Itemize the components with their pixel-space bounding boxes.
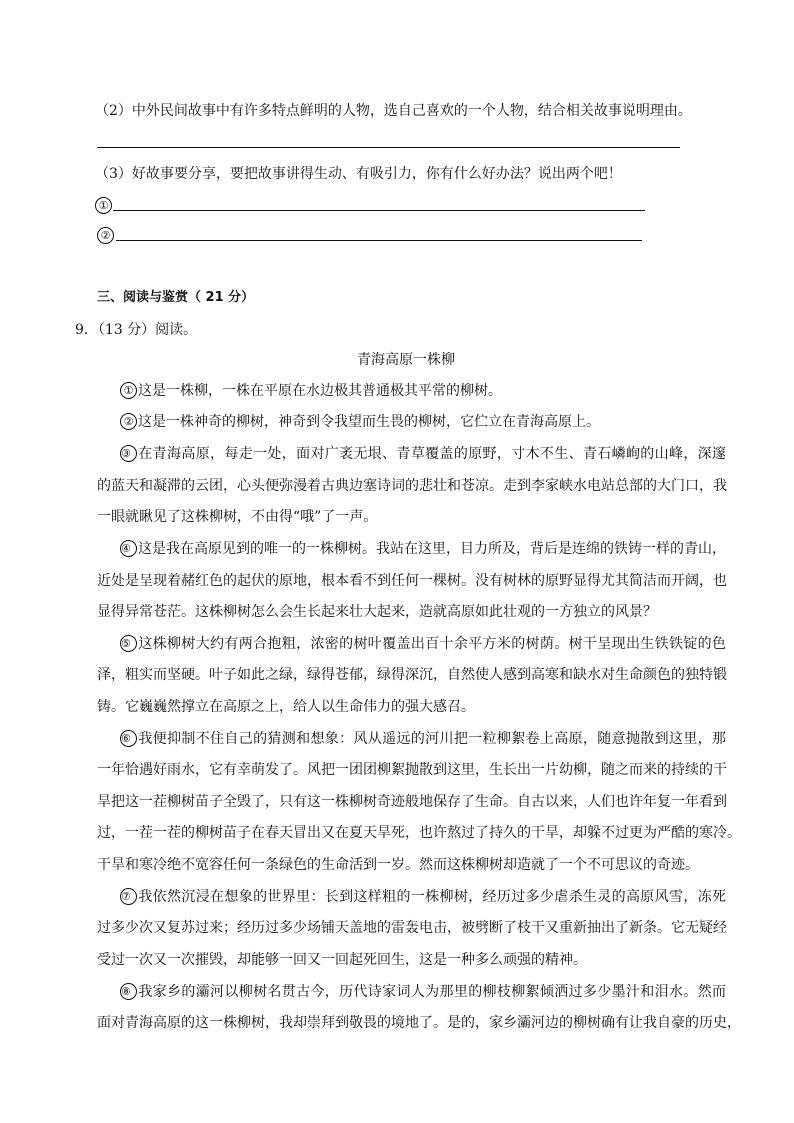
answer-line-q3-2[interactable] — [116, 240, 642, 241]
paragraph-6-line-2: 一年恰遇好雨水，它有幸萌发了。风把一团团柳絮抛散到这里，生长出一片幼柳，随之而来的持续的干 — [97, 762, 727, 778]
paragraph-number: ④ — [120, 540, 137, 557]
paragraph-5-line-1: ⑤ 这株柳树大约有两合抱粗，浓密的树叶覆盖出百十余平方米的树荫。树干呈现出生铁铁锭的色 — [121, 636, 726, 652]
paragraph-4-line-1: ④ 这是我在高原见到的唯一的一株柳树。我站在这里，目力所及，背后是连绵的铁铸一样的青山， — [121, 541, 726, 557]
paragraph-number: ① — [120, 382, 137, 399]
paragraph-3-line-1: ③ 在青海高原，每走一处，面对广袤无垠、青草覆盖的原野，寸木不生、青石嶙峋的山峰，深邃 — [121, 446, 726, 462]
paragraph-number: ⑤ — [120, 635, 137, 652]
paragraph-5-line-2: 泽，粗实而坚硬。叶子如此之绿，绿得苍郁，绿得深沉，自然使人感到高寒和缺水对生命颜色的独特锻 — [97, 667, 727, 683]
article-title: 青海高原一株柳 — [357, 352, 455, 368]
question-3-text: （3）好故事要分享，要把故事讲得生动、有吸引力，你有什么好办法？说出两个吧！ — [95, 166, 622, 182]
paragraph-4-line-3: 显得异常苍茫。这株柳树怎么会生长起来壮大起来，造就高原如此壮观的一方独立的风景？ — [97, 604, 657, 620]
answer-line-q3-1[interactable] — [113, 210, 645, 211]
paragraph-2: ② 这是一株神奇的柳树，神奇到令我望而生畏的柳树，它伫立在青海高原上。 — [120, 412, 600, 432]
question-2-text: （2）中外民间故事中有许多特点鲜明的人物，选自己喜欢的一个人物，结合相关故事说明理由。 — [95, 103, 692, 119]
section-heading: 三、阅读与鉴赏（ 21 分） — [97, 290, 255, 305]
question-9-label: 9．（13 分）阅读。 — [75, 322, 198, 338]
paragraph-7-line-1: ⑦ 我依然沉浸在想象的世界里：长到这样粗的一株柳树，经历过多少虐杀生灵的高原风雪，冻死 — [121, 889, 726, 905]
paragraph-8-line-1: ⑧ 我家乡的灞河以柳树名贯古今，历代诗家词人为那里的柳枝柳絮倾洒过多少墨汁和泪水。然而 — [121, 984, 726, 1000]
paragraph-1: ① 这是一株柳，一株在平原在水边极其普通极其平常的柳树。 — [120, 381, 502, 401]
circled-number-1: ① — [95, 197, 112, 214]
paragraph-4-line-2: 近处是呈现着赭红色的起伏的原地，根本看不到任何一棵树。没有树林的原野显得尤其简洁而开阔，也 — [97, 573, 727, 589]
paragraph-7-line-2: 过多少次又复苏过来；经历过多少场铺天盖地的雷轰电击，被劈断了枝干又重新抽出了新条。它无疑经 — [97, 920, 727, 936]
paragraph-number: ③ — [120, 445, 137, 462]
paragraph-6-line-4: 过，一茬一茬的柳树苗子在春天冒出又在夏天旱死，也许熬过了持久的干旱，却躲不过更为严酷的寒冷。 — [97, 825, 741, 841]
paragraph-number: ② — [120, 413, 137, 430]
paragraph-6-line-1: ⑥ 我便抑制不住自己的猜测和想象：风从遥远的河川把一粒柳絮卷上高原，随意抛散到这里，那 — [121, 731, 726, 747]
paragraph-5-line-3: 铸。它巍巍然撑立在高原之上，给人以生命伟力的强大感召。 — [97, 699, 475, 715]
paragraph-number: ⑥ — [120, 730, 137, 747]
paragraph-3-line-2: 的蓝天和凝滞的云团，心头便弥漫着古典边塞诗词的悲壮和苍凉。走到李家峡水电站总部的大门口，我 — [97, 478, 727, 494]
answer-line-q2[interactable] — [97, 147, 680, 148]
paragraph-8-line-2: 面对青海高原的这一株柳树，我却崇拜到敬畏的境地了。是的，家乡灞河边的柳树确有让我自豪的历史， — [97, 1015, 741, 1031]
paragraph-3-line-3: 一眼就瞅见了这株柳树，不由得“哦”了一声。 — [97, 509, 378, 525]
paragraph-6-line-3: 旱把这一茬柳树苗子全毁了，只有这一株柳树奇迹般地保存了生命。自古以来，人们也许年复一年看到 — [97, 794, 727, 810]
paragraph-number: ⑧ — [120, 983, 137, 1000]
paragraph-7-line-3: 受过一次又一次摧毁，却能够一回又一回起死回生，这是一种多么顽强的精神。 — [97, 952, 587, 968]
q3-blank-1 — [95, 196, 113, 216]
q3-blank-2 — [97, 226, 115, 246]
circled-number-2: ② — [97, 227, 114, 244]
paragraph-6-line-5: 干旱和寒冷绝不宽容任何一条绿色的生命活到一岁。然而这株柳树却造就了一个不可思议的奇迹。 — [97, 857, 699, 873]
paragraph-number: ⑦ — [120, 888, 137, 905]
